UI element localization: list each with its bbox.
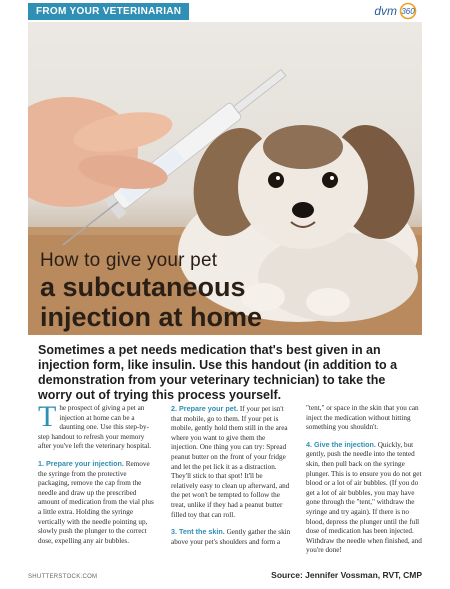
logo-ring-icon xyxy=(394,2,422,20)
step-1 xyxy=(38,459,158,546)
photo-credit: SHUTTERSTOCK.COM xyxy=(28,574,98,580)
source-credit: Source: Jennifer Vossman, RVT, CMP xyxy=(271,570,422,580)
step-1-title: 1. Prepare your injection. xyxy=(38,458,124,468)
dvm360-logo xyxy=(374,2,422,20)
step-3-continued: "tent," or space in the skin that you can inject the medication without hitting something you shouldn't. xyxy=(306,404,419,432)
step-4-text: Quickly, but gently, push the needle into the tented skin, then pull back on the syringe plunger. This is to ensure you do not get blood or a lot of air bubbles. (If you do get a lot of air bubbles, you may have gone through the "tent," withdraw the syringe and try again). If there is no blood, depress the plunger until the full dose of medication has been injected. Withdraw the needle when finished, and you're done! xyxy=(306,440,422,555)
step-2 xyxy=(171,404,291,520)
step-1-text: Remove the syringe from the protective packaging, remove the cap from the needle and draw up the prescribed amount of medication from the vial plus a little extra. Holding the syringe vertically with the needle pointing up, slowly push the plunger to the correct dose, expelling any air bubbles. xyxy=(38,459,154,545)
drop-cap: T xyxy=(38,400,57,433)
section-badge: FROM YOUR VETERINARIAN xyxy=(28,3,189,20)
top-bar xyxy=(0,0,450,22)
lead-text: he prospect of giving a pet an injection at home can be a daunting one. Use this step-by-step handout to refresh your memory after you've left the veterinary hospital. xyxy=(38,404,152,451)
step-3-text: Gently gather the skin above your pet's shoulders and form a xyxy=(171,528,291,546)
column-3 xyxy=(306,404,426,563)
hand-icon xyxy=(28,97,175,207)
hero-photo xyxy=(28,22,422,335)
intro-paragraph: Sometimes a pet needs medication that's best given in an injection form, like insulin. Use this handout (in addition to a demonstration from your veterinary technician) to take the worry out of trying this process yourself. xyxy=(38,343,398,402)
step-4-title: 4. Give the injection. xyxy=(306,439,376,449)
headline-line-3: injection at home xyxy=(40,302,263,332)
step-3 xyxy=(171,527,291,547)
step-3-title: 3. Tent the skin. xyxy=(171,527,225,537)
logo-text: dvm xyxy=(374,4,397,18)
step-2-title: 2. Prepare your pet. xyxy=(171,404,239,413)
step-2-text: If your pet isn't that mobile, go to them. If your pet is mobile, gently hold them still in the area where you want to give them the injection. One thing you can try: Spread peanut butter on the front of your fridge and let the pet lick it as a distraction. They'll stick to that spot! It'll be relatively easy to clean up afterward, and the pet won't be tempted to follow the treat, unlike if they had a peanut butter filled toy that can roll. xyxy=(171,405,290,519)
column-2 xyxy=(171,404,291,554)
step-4 xyxy=(306,440,426,556)
headline-line-1: How to give your pet xyxy=(40,250,218,271)
logo-number: 360 xyxy=(401,7,415,16)
headline-line-2: a subcutaneous xyxy=(40,272,246,302)
lead-paragraph xyxy=(38,400,158,452)
column-1 xyxy=(38,400,158,553)
